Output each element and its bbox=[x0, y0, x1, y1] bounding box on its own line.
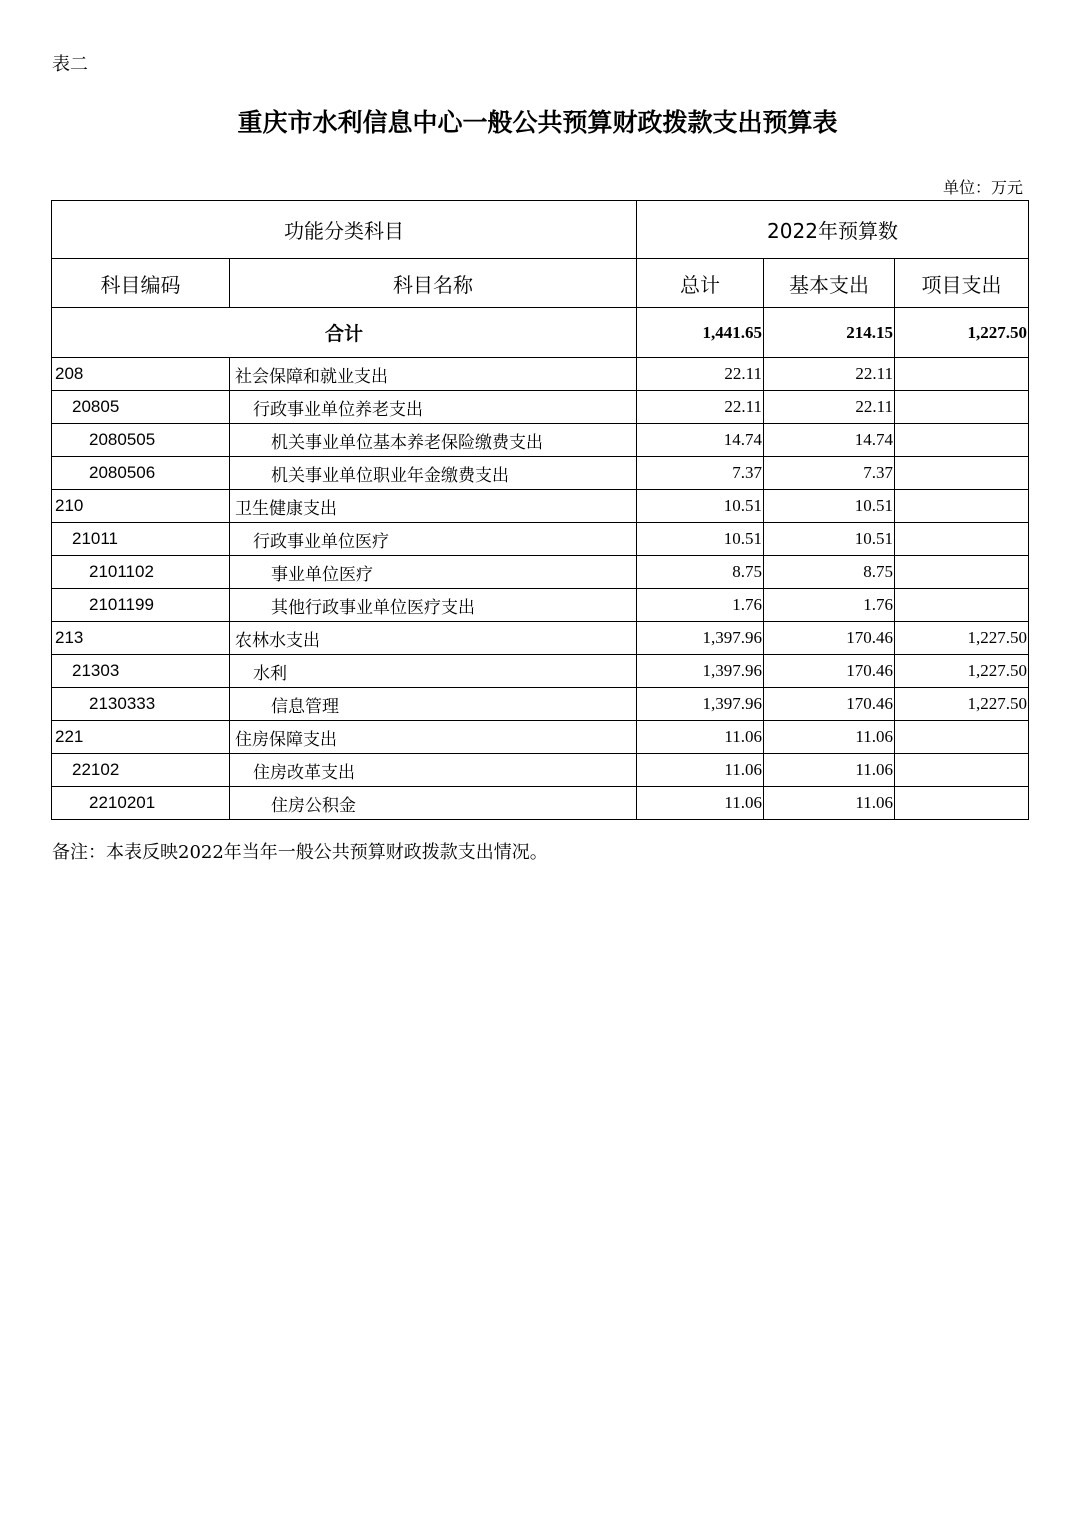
row-basic: 22.11 bbox=[764, 358, 895, 391]
row-total: 10.51 bbox=[637, 523, 764, 556]
row-total: 11.06 bbox=[637, 754, 764, 787]
row-basic: 7.37 bbox=[764, 457, 895, 490]
table-row bbox=[52, 391, 1029, 424]
row-name: 机关事业单位基本养老保险缴费支出 bbox=[230, 424, 637, 457]
table-row bbox=[52, 754, 1029, 787]
row-basic: 170.46 bbox=[764, 655, 895, 688]
row-name: 事业单位医疗 bbox=[230, 556, 637, 589]
row-name: 机关事业单位职业年金缴费支出 bbox=[230, 457, 637, 490]
row-project: 1,227.50 bbox=[895, 655, 1029, 688]
table-row bbox=[52, 622, 1029, 655]
row-basic: 11.06 bbox=[764, 721, 895, 754]
row-name: 农林水支出 bbox=[230, 622, 637, 655]
table-row bbox=[52, 721, 1029, 754]
row-code: 2080505 bbox=[52, 424, 230, 457]
header-row-group bbox=[52, 201, 1029, 259]
row-name: 行政事业单位养老支出 bbox=[230, 391, 637, 424]
row-project bbox=[895, 721, 1029, 754]
row-code: 2130333 bbox=[52, 688, 230, 721]
header-function-category: 功能分类科目 bbox=[52, 201, 637, 259]
row-name: 行政事业单位医疗 bbox=[230, 523, 637, 556]
row-project bbox=[895, 391, 1029, 424]
row-project bbox=[895, 424, 1029, 457]
row-code: 2080506 bbox=[52, 457, 230, 490]
row-name: 其他行政事业单位医疗支出 bbox=[230, 589, 637, 622]
row-code: 20805 bbox=[52, 391, 230, 424]
row-basic: 8.75 bbox=[764, 556, 895, 589]
row-project bbox=[895, 556, 1029, 589]
header-budget-2022: 2022年预算数 bbox=[637, 201, 1029, 259]
row-code: 2210201 bbox=[52, 787, 230, 820]
row-basic: 11.06 bbox=[764, 787, 895, 820]
row-basic: 170.46 bbox=[764, 688, 895, 721]
row-name: 住房改革支出 bbox=[230, 754, 637, 787]
table-row bbox=[52, 523, 1029, 556]
row-name: 社会保障和就业支出 bbox=[230, 358, 637, 391]
row-total: 1.76 bbox=[637, 589, 764, 622]
row-total: 8.75 bbox=[637, 556, 764, 589]
row-code: 21303 bbox=[52, 655, 230, 688]
budget-table bbox=[51, 200, 1029, 820]
row-project: 1,227.50 bbox=[895, 622, 1029, 655]
row-basic: 22.11 bbox=[764, 391, 895, 424]
row-name: 卫生健康支出 bbox=[230, 490, 637, 523]
row-basic: 14.74 bbox=[764, 424, 895, 457]
header-code: 科目编码 bbox=[52, 259, 230, 308]
row-project bbox=[895, 358, 1029, 391]
row-code: 2101199 bbox=[52, 589, 230, 622]
header-basic: 基本支出 bbox=[764, 259, 895, 308]
header-project: 项目支出 bbox=[895, 259, 1029, 308]
total-project: 1,227.50 bbox=[895, 308, 1029, 358]
row-project: 1,227.50 bbox=[895, 688, 1029, 721]
row-total: 22.11 bbox=[637, 391, 764, 424]
table-row bbox=[52, 490, 1029, 523]
total-sum: 1,441.65 bbox=[637, 308, 764, 358]
table-row bbox=[52, 424, 1029, 457]
total-row bbox=[52, 308, 1029, 358]
row-total: 1,397.96 bbox=[637, 688, 764, 721]
header-total: 总计 bbox=[637, 259, 764, 308]
row-name: 住房公积金 bbox=[230, 787, 637, 820]
row-basic: 170.46 bbox=[764, 622, 895, 655]
table-row bbox=[52, 556, 1029, 589]
total-label: 合计 bbox=[52, 308, 637, 358]
row-project bbox=[895, 589, 1029, 622]
table-row bbox=[52, 655, 1029, 688]
row-code: 213 bbox=[52, 622, 230, 655]
row-total: 22.11 bbox=[637, 358, 764, 391]
table-row bbox=[52, 787, 1029, 820]
row-project bbox=[895, 490, 1029, 523]
row-code: 208 bbox=[52, 358, 230, 391]
row-basic: 1.76 bbox=[764, 589, 895, 622]
row-total: 11.06 bbox=[637, 787, 764, 820]
row-project bbox=[895, 523, 1029, 556]
page-label: 表二 bbox=[52, 54, 88, 75]
header-name: 科目名称 bbox=[230, 259, 637, 308]
header-row-columns bbox=[52, 259, 1029, 308]
row-basic: 11.06 bbox=[764, 754, 895, 787]
row-total: 10.51 bbox=[637, 490, 764, 523]
row-code: 221 bbox=[52, 721, 230, 754]
row-name: 水利 bbox=[230, 655, 637, 688]
row-total: 7.37 bbox=[637, 457, 764, 490]
row-project bbox=[895, 457, 1029, 490]
footnote: 备注：本表反映2022年当年一般公共预算财政拨款支出情况。 bbox=[52, 842, 548, 863]
row-name: 信息管理 bbox=[230, 688, 637, 721]
total-basic: 214.15 bbox=[764, 308, 895, 358]
unit-label: 单位：万元 bbox=[942, 178, 1023, 197]
table-row bbox=[52, 358, 1029, 391]
table-row bbox=[52, 589, 1029, 622]
row-project bbox=[895, 787, 1029, 820]
row-total: 14.74 bbox=[637, 424, 764, 457]
row-total: 1,397.96 bbox=[637, 655, 764, 688]
table-row bbox=[52, 688, 1029, 721]
row-project bbox=[895, 754, 1029, 787]
row-code: 22102 bbox=[52, 754, 230, 787]
row-name: 住房保障支出 bbox=[230, 721, 637, 754]
row-code: 2101102 bbox=[52, 556, 230, 589]
table-row bbox=[52, 457, 1029, 490]
row-total: 11.06 bbox=[637, 721, 764, 754]
row-basic: 10.51 bbox=[764, 523, 895, 556]
row-basic: 10.51 bbox=[764, 490, 895, 523]
row-code: 210 bbox=[52, 490, 230, 523]
row-code: 21011 bbox=[52, 523, 230, 556]
row-total: 1,397.96 bbox=[637, 622, 764, 655]
page-title: 重庆市水利信息中心一般公共预算财政拨款支出预算表 bbox=[237, 108, 838, 137]
